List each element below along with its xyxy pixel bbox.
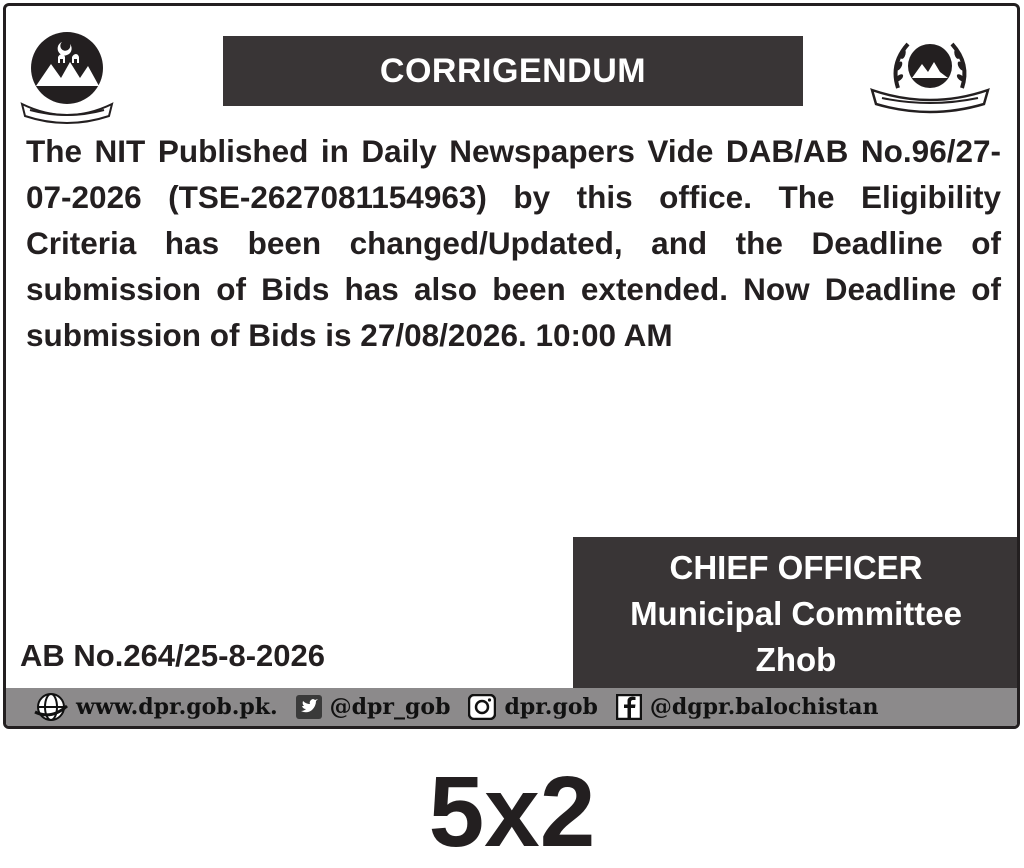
dgpr-emblem-icon — [868, 26, 992, 126]
advertisement-frame — [3, 3, 1020, 729]
footer-instagram[interactable] — [468, 694, 597, 720]
instagram-icon — [468, 694, 496, 720]
footer-website[interactable] — [34, 692, 278, 722]
instagram-handle[interactable]: dpr.gob — [504, 694, 598, 720]
signature-office: Municipal Committee — [630, 595, 962, 632]
ad-size-label: 5x2 — [428, 756, 596, 868]
twitter-icon — [296, 695, 322, 719]
footer-facebook[interactable] — [616, 694, 879, 720]
corrigendum-body: The NIT Published in Daily Newspapers Vide DAB/AB No.96/27-07-2026 (TSE-2627081154963) by this office. The Eligibility Criteria has been changed/Updated, and the Deadline of submission of Bids has also been extended. Now Deadline of submission of Bids is 27/08/2026. 10:00 AM — [26, 133, 1001, 353]
website-link[interactable]: www.dpr.gob.pk. — [76, 694, 278, 720]
balochistan-emblem-icon — [18, 24, 116, 128]
globe-icon — [34, 692, 68, 722]
facebook-handle[interactable]: @dgpr.balochistan — [649, 694, 879, 720]
footer-twitter[interactable] — [296, 694, 451, 720]
twitter-handle[interactable]: @dpr_gob — [329, 694, 451, 720]
signature-block — [573, 537, 1019, 691]
signature-title: CHIEF OFFICER — [669, 549, 923, 586]
ab-number: AB No.264/25-8-2026 — [20, 638, 325, 673]
signature-location: Zhob — [755, 641, 837, 678]
facebook-icon — [616, 694, 642, 720]
title-banner — [223, 36, 803, 106]
page-title: CORRIGENDUM — [379, 51, 647, 90]
footer-bar — [6, 688, 1017, 726]
